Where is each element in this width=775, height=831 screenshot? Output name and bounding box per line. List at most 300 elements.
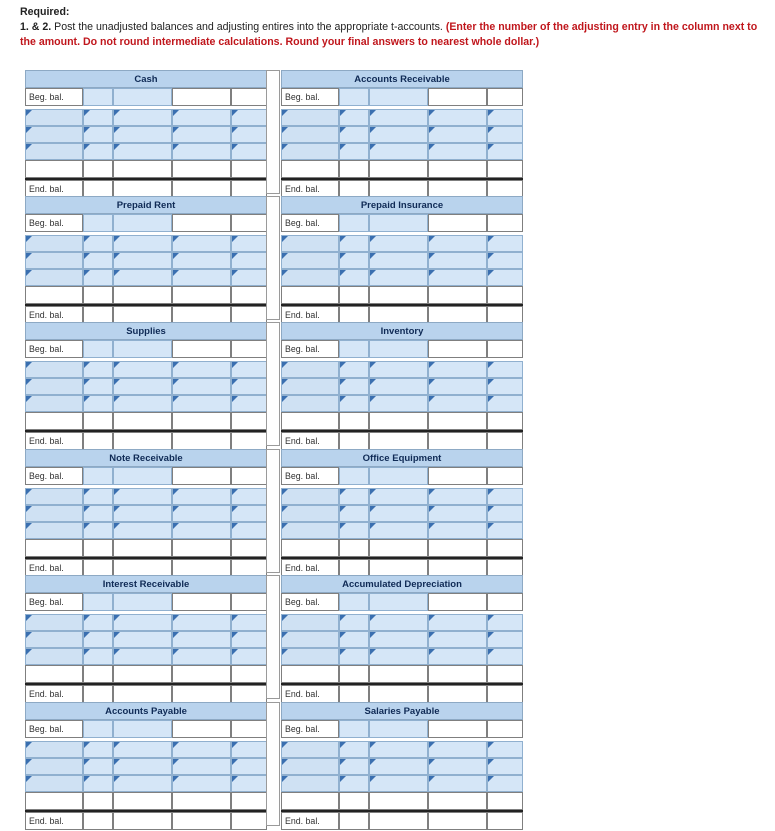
- amount-cell[interactable]: [339, 269, 369, 286]
- amount-input[interactable]: [84, 470, 112, 486]
- amount-cell[interactable]: [339, 775, 369, 792]
- amount-cell[interactable]: [369, 378, 428, 395]
- amount-cell[interactable]: [369, 109, 428, 126]
- amount-cell[interactable]: [428, 214, 487, 232]
- entry-ref-cell[interactable]: [25, 631, 83, 648]
- amount-cell[interactable]: [487, 467, 523, 485]
- amount-cell[interactable]: [172, 775, 231, 792]
- amount-cell[interactable]: [339, 488, 369, 505]
- amount-input[interactable]: [84, 815, 112, 831]
- amount-cell[interactable]: [172, 395, 231, 412]
- entry-ref-cell[interactable]: [25, 126, 83, 143]
- amount-cell[interactable]: [428, 395, 487, 412]
- amount-cell[interactable]: [428, 340, 487, 358]
- amount-cell[interactable]: [113, 522, 172, 539]
- amount-cell[interactable]: [231, 488, 267, 505]
- amount-cell[interactable]: [83, 88, 113, 106]
- amount-cell[interactable]: [83, 593, 113, 611]
- amount-cell[interactable]: [428, 88, 487, 106]
- amount-input[interactable]: [340, 815, 368, 831]
- amount-cell[interactable]: [83, 340, 113, 358]
- amount-cell[interactable]: [339, 522, 369, 539]
- entry-ref-cell[interactable]: [281, 361, 339, 378]
- amount-cell[interactable]: [172, 593, 231, 611]
- amount-cell[interactable]: [113, 648, 172, 665]
- amount-cell[interactable]: [231, 505, 267, 522]
- amount-input[interactable]: [429, 217, 486, 233]
- amount-cell[interactable]: [113, 614, 172, 631]
- amount-input[interactable]: [488, 596, 522, 612]
- entry-ref-cell[interactable]: [25, 488, 83, 505]
- amount-cell[interactable]: [172, 88, 231, 106]
- amount-input[interactable]: [429, 815, 486, 831]
- amount-cell[interactable]: [369, 126, 428, 143]
- amount-cell[interactable]: [369, 741, 428, 758]
- amount-input[interactable]: [429, 596, 486, 612]
- amount-cell[interactable]: [83, 395, 113, 412]
- amount-cell[interactable]: [113, 109, 172, 126]
- entry-ref-cell[interactable]: [281, 522, 339, 539]
- amount-cell[interactable]: [83, 467, 113, 485]
- amount-cell[interactable]: [428, 488, 487, 505]
- amount-cell[interactable]: [428, 109, 487, 126]
- amount-cell[interactable]: [113, 361, 172, 378]
- amount-cell[interactable]: [113, 269, 172, 286]
- amount-cell[interactable]: [487, 109, 523, 126]
- amount-cell[interactable]: [172, 252, 231, 269]
- amount-cell[interactable]: [231, 214, 267, 232]
- amount-input[interactable]: [488, 815, 522, 831]
- amount-cell[interactable]: [339, 109, 369, 126]
- amount-cell[interactable]: [428, 361, 487, 378]
- amount-cell[interactable]: [428, 741, 487, 758]
- amount-cell[interactable]: [369, 269, 428, 286]
- amount-cell[interactable]: [172, 109, 231, 126]
- amount-cell[interactable]: [83, 126, 113, 143]
- entry-ref-cell[interactable]: [281, 505, 339, 522]
- amount-cell[interactable]: [339, 214, 369, 232]
- amount-cell[interactable]: [231, 269, 267, 286]
- amount-input[interactable]: [173, 723, 230, 739]
- amount-cell[interactable]: [428, 235, 487, 252]
- amount-cell[interactable]: [172, 467, 231, 485]
- amount-cell[interactable]: [113, 235, 172, 252]
- amount-input[interactable]: [429, 723, 486, 739]
- amount-cell[interactable]: [231, 361, 267, 378]
- amount-cell[interactable]: [231, 109, 267, 126]
- amount-cell[interactable]: [339, 126, 369, 143]
- amount-cell[interactable]: [339, 340, 369, 358]
- entry-ref-cell[interactable]: [281, 126, 339, 143]
- amount-cell[interactable]: [339, 88, 369, 106]
- amount-input[interactable]: [114, 91, 171, 107]
- amount-input[interactable]: [370, 91, 427, 107]
- amount-cell[interactable]: [487, 143, 523, 160]
- entry-ref-cell[interactable]: [25, 648, 83, 665]
- amount-cell[interactable]: [428, 648, 487, 665]
- entry-ref-cell[interactable]: [281, 235, 339, 252]
- amount-cell[interactable]: [172, 648, 231, 665]
- amount-cell[interactable]: [369, 812, 428, 830]
- amount-cell[interactable]: [369, 720, 428, 738]
- amount-cell[interactable]: [369, 361, 428, 378]
- amount-cell[interactable]: [172, 340, 231, 358]
- entry-ref-cell[interactable]: [25, 505, 83, 522]
- entry-ref-cell[interactable]: [281, 143, 339, 160]
- amount-cell[interactable]: [231, 812, 267, 830]
- amount-cell[interactable]: [369, 631, 428, 648]
- amount-cell[interactable]: [428, 631, 487, 648]
- amount-cell[interactable]: [428, 522, 487, 539]
- amount-cell[interactable]: [231, 378, 267, 395]
- amount-cell[interactable]: [113, 631, 172, 648]
- entry-ref-cell[interactable]: [281, 775, 339, 792]
- amount-cell[interactable]: [113, 126, 172, 143]
- amount-cell[interactable]: [83, 720, 113, 738]
- amount-input[interactable]: [340, 217, 368, 233]
- entry-ref-cell[interactable]: [281, 378, 339, 395]
- entry-ref-cell[interactable]: [25, 758, 83, 775]
- amount-cell[interactable]: [231, 758, 267, 775]
- amount-cell[interactable]: [172, 812, 231, 830]
- amount-cell[interactable]: [113, 88, 172, 106]
- amount-cell[interactable]: [487, 505, 523, 522]
- amount-cell[interactable]: [369, 685, 428, 703]
- amount-cell[interactable]: [172, 685, 231, 703]
- amount-input[interactable]: [232, 815, 266, 831]
- amount-input[interactable]: [84, 217, 112, 233]
- amount-cell[interactable]: [339, 812, 369, 830]
- amount-input[interactable]: [114, 723, 171, 739]
- amount-cell[interactable]: [231, 467, 267, 485]
- amount-cell[interactable]: [339, 143, 369, 160]
- amount-cell[interactable]: [83, 109, 113, 126]
- entry-ref-cell[interactable]: [25, 775, 83, 792]
- amount-cell[interactable]: [113, 775, 172, 792]
- entry-ref-cell[interactable]: [25, 614, 83, 631]
- amount-cell[interactable]: [487, 269, 523, 286]
- amount-cell[interactable]: [487, 88, 523, 106]
- amount-cell[interactable]: [231, 648, 267, 665]
- amount-cell[interactable]: [172, 235, 231, 252]
- amount-cell[interactable]: [231, 126, 267, 143]
- amount-cell[interactable]: [172, 378, 231, 395]
- amount-cell[interactable]: [83, 741, 113, 758]
- amount-cell[interactable]: [113, 758, 172, 775]
- amount-input[interactable]: [429, 343, 486, 359]
- amount-input[interactable]: [488, 217, 522, 233]
- amount-cell[interactable]: [83, 522, 113, 539]
- amount-cell[interactable]: [231, 395, 267, 412]
- amount-cell[interactable]: [487, 522, 523, 539]
- amount-cell[interactable]: [369, 143, 428, 160]
- amount-cell[interactable]: [231, 614, 267, 631]
- entry-ref-cell[interactable]: [25, 522, 83, 539]
- amount-cell[interactable]: [339, 361, 369, 378]
- amount-cell[interactable]: [369, 214, 428, 232]
- amount-cell[interactable]: [172, 720, 231, 738]
- amount-cell[interactable]: [487, 775, 523, 792]
- amount-cell[interactable]: [339, 235, 369, 252]
- amount-cell[interactable]: [369, 505, 428, 522]
- amount-input[interactable]: [84, 723, 112, 739]
- entry-ref-cell[interactable]: [281, 488, 339, 505]
- entry-ref-cell[interactable]: [25, 361, 83, 378]
- amount-input[interactable]: [173, 217, 230, 233]
- amount-cell[interactable]: [369, 467, 428, 485]
- amount-cell[interactable]: [428, 269, 487, 286]
- amount-cell[interactable]: [487, 741, 523, 758]
- amount-input[interactable]: [340, 596, 368, 612]
- amount-input[interactable]: [232, 217, 266, 233]
- amount-cell[interactable]: [231, 631, 267, 648]
- amount-cell[interactable]: [172, 143, 231, 160]
- amount-cell[interactable]: [172, 614, 231, 631]
- amount-cell[interactable]: [339, 252, 369, 269]
- amount-cell[interactable]: [369, 252, 428, 269]
- amount-cell[interactable]: [487, 631, 523, 648]
- amount-cell[interactable]: [369, 593, 428, 611]
- amount-cell[interactable]: [487, 488, 523, 505]
- amount-input[interactable]: [84, 596, 112, 612]
- entry-ref-cell[interactable]: [25, 143, 83, 160]
- amount-input[interactable]: [370, 470, 427, 486]
- amount-cell[interactable]: [83, 758, 113, 775]
- amount-cell[interactable]: [83, 488, 113, 505]
- amount-cell[interactable]: [487, 614, 523, 631]
- amount-cell[interactable]: [428, 143, 487, 160]
- amount-cell[interactable]: [487, 378, 523, 395]
- amount-cell[interactable]: [231, 340, 267, 358]
- amount-cell[interactable]: [487, 361, 523, 378]
- amount-cell[interactable]: [487, 720, 523, 738]
- amount-cell[interactable]: [172, 488, 231, 505]
- amount-input[interactable]: [84, 91, 112, 107]
- entry-ref-cell[interactable]: [281, 648, 339, 665]
- amount-input[interactable]: [114, 217, 171, 233]
- amount-cell[interactable]: [369, 775, 428, 792]
- amount-cell[interactable]: [83, 614, 113, 631]
- amount-cell[interactable]: [231, 522, 267, 539]
- amount-input[interactable]: [232, 91, 266, 107]
- amount-input[interactable]: [173, 815, 230, 831]
- amount-cell[interactable]: [369, 88, 428, 106]
- amount-cell[interactable]: [231, 432, 267, 450]
- amount-cell[interactable]: [428, 252, 487, 269]
- amount-cell[interactable]: [113, 395, 172, 412]
- amount-cell[interactable]: [172, 758, 231, 775]
- amount-cell[interactable]: [83, 685, 113, 703]
- entry-ref-cell[interactable]: [25, 269, 83, 286]
- amount-cell[interactable]: [428, 467, 487, 485]
- amount-input[interactable]: [370, 815, 427, 831]
- amount-cell[interactable]: [231, 235, 267, 252]
- amount-cell[interactable]: [231, 685, 267, 703]
- amount-cell[interactable]: [231, 88, 267, 106]
- amount-cell[interactable]: [113, 340, 172, 358]
- amount-cell[interactable]: [487, 758, 523, 775]
- amount-cell[interactable]: [83, 631, 113, 648]
- amount-cell[interactable]: [113, 505, 172, 522]
- amount-input[interactable]: [114, 596, 171, 612]
- amount-input[interactable]: [173, 470, 230, 486]
- amount-input[interactable]: [340, 723, 368, 739]
- amount-cell[interactable]: [172, 522, 231, 539]
- amount-cell[interactable]: [113, 593, 172, 611]
- amount-cell[interactable]: [369, 648, 428, 665]
- amount-cell[interactable]: [339, 467, 369, 485]
- amount-cell[interactable]: [83, 505, 113, 522]
- amount-input[interactable]: [370, 343, 427, 359]
- amount-cell[interactable]: [172, 126, 231, 143]
- amount-input[interactable]: [114, 343, 171, 359]
- amount-cell[interactable]: [487, 648, 523, 665]
- amount-cell[interactable]: [487, 214, 523, 232]
- amount-cell[interactable]: [487, 685, 523, 703]
- amount-cell[interactable]: [339, 395, 369, 412]
- amount-input[interactable]: [232, 470, 266, 486]
- entry-ref-cell[interactable]: [281, 252, 339, 269]
- amount-input[interactable]: [84, 343, 112, 359]
- amount-cell[interactable]: [113, 720, 172, 738]
- amount-cell[interactable]: [83, 143, 113, 160]
- amount-input[interactable]: [340, 343, 368, 359]
- amount-cell[interactable]: [83, 235, 113, 252]
- amount-cell[interactable]: [113, 143, 172, 160]
- amount-cell[interactable]: [83, 648, 113, 665]
- amount-cell[interactable]: [428, 758, 487, 775]
- amount-cell[interactable]: [428, 685, 487, 703]
- amount-input[interactable]: [429, 91, 486, 107]
- amount-cell[interactable]: [428, 614, 487, 631]
- amount-cell[interactable]: [83, 269, 113, 286]
- entry-ref-cell[interactable]: [25, 235, 83, 252]
- amount-cell[interactable]: [83, 361, 113, 378]
- amount-input[interactable]: [429, 470, 486, 486]
- amount-input[interactable]: [488, 91, 522, 107]
- amount-input[interactable]: [488, 723, 522, 739]
- entry-ref-cell[interactable]: [281, 614, 339, 631]
- amount-cell[interactable]: [339, 505, 369, 522]
- amount-cell[interactable]: [369, 614, 428, 631]
- amount-cell[interactable]: [339, 720, 369, 738]
- amount-cell[interactable]: [339, 593, 369, 611]
- amount-input[interactable]: [370, 217, 427, 233]
- amount-input[interactable]: [114, 815, 171, 831]
- amount-cell[interactable]: [428, 378, 487, 395]
- amount-cell[interactable]: [487, 432, 523, 450]
- amount-cell[interactable]: [487, 395, 523, 412]
- amount-cell[interactable]: [428, 812, 487, 830]
- amount-input[interactable]: [232, 596, 266, 612]
- amount-cell[interactable]: [487, 340, 523, 358]
- amount-input[interactable]: [232, 343, 266, 359]
- amount-cell[interactable]: [172, 432, 231, 450]
- amount-cell[interactable]: [339, 614, 369, 631]
- amount-cell[interactable]: [231, 143, 267, 160]
- amount-cell[interactable]: [113, 378, 172, 395]
- amount-cell[interactable]: [113, 214, 172, 232]
- amount-cell[interactable]: [339, 741, 369, 758]
- amount-cell[interactable]: [487, 126, 523, 143]
- entry-ref-cell[interactable]: [25, 395, 83, 412]
- amount-cell[interactable]: [172, 269, 231, 286]
- entry-ref-cell[interactable]: [281, 631, 339, 648]
- amount-cell[interactable]: [428, 126, 487, 143]
- amount-cell[interactable]: [83, 378, 113, 395]
- amount-cell[interactable]: [113, 432, 172, 450]
- amount-input[interactable]: [340, 91, 368, 107]
- amount-cell[interactable]: [428, 720, 487, 738]
- amount-input[interactable]: [370, 723, 427, 739]
- amount-cell[interactable]: [369, 758, 428, 775]
- amount-cell[interactable]: [339, 758, 369, 775]
- entry-ref-cell[interactable]: [281, 741, 339, 758]
- amount-cell[interactable]: [172, 741, 231, 758]
- entry-ref-cell[interactable]: [281, 269, 339, 286]
- amount-cell[interactable]: [339, 631, 369, 648]
- entry-ref-cell[interactable]: [281, 758, 339, 775]
- amount-cell[interactable]: [83, 775, 113, 792]
- amount-input[interactable]: [370, 596, 427, 612]
- amount-cell[interactable]: [369, 235, 428, 252]
- amount-input[interactable]: [232, 723, 266, 739]
- amount-cell[interactable]: [231, 741, 267, 758]
- amount-cell[interactable]: [428, 432, 487, 450]
- amount-cell[interactable]: [369, 340, 428, 358]
- amount-cell[interactable]: [172, 214, 231, 232]
- amount-cell[interactable]: [339, 648, 369, 665]
- entry-ref-cell[interactable]: [25, 252, 83, 269]
- amount-cell[interactable]: [113, 741, 172, 758]
- amount-input[interactable]: [340, 470, 368, 486]
- entry-ref-cell[interactable]: [25, 109, 83, 126]
- amount-cell[interactable]: [487, 593, 523, 611]
- amount-input[interactable]: [488, 343, 522, 359]
- amount-cell[interactable]: [83, 252, 113, 269]
- amount-cell[interactable]: [113, 812, 172, 830]
- amount-cell[interactable]: [369, 432, 428, 450]
- amount-input[interactable]: [173, 343, 230, 359]
- amount-input[interactable]: [114, 470, 171, 486]
- amount-input[interactable]: [173, 91, 230, 107]
- amount-cell[interactable]: [231, 775, 267, 792]
- amount-cell[interactable]: [369, 488, 428, 505]
- entry-ref-cell[interactable]: [281, 109, 339, 126]
- amount-cell[interactable]: [83, 812, 113, 830]
- amount-cell[interactable]: [339, 378, 369, 395]
- amount-cell[interactable]: [487, 235, 523, 252]
- amount-cell[interactable]: [487, 812, 523, 830]
- entry-ref-cell[interactable]: [25, 741, 83, 758]
- entry-ref-cell[interactable]: [281, 395, 339, 412]
- amount-cell[interactable]: [231, 720, 267, 738]
- amount-cell[interactable]: [339, 685, 369, 703]
- amount-cell[interactable]: [428, 505, 487, 522]
- amount-cell[interactable]: [231, 252, 267, 269]
- amount-cell[interactable]: [83, 214, 113, 232]
- amount-cell[interactable]: [172, 631, 231, 648]
- amount-cell[interactable]: [172, 505, 231, 522]
- amount-cell[interactable]: [487, 252, 523, 269]
- entry-ref-cell[interactable]: [25, 378, 83, 395]
- amount-cell[interactable]: [428, 775, 487, 792]
- amount-input[interactable]: [173, 596, 230, 612]
- amount-cell[interactable]: [231, 593, 267, 611]
- amount-cell[interactable]: [428, 593, 487, 611]
- amount-cell[interactable]: [369, 522, 428, 539]
- amount-cell[interactable]: [113, 685, 172, 703]
